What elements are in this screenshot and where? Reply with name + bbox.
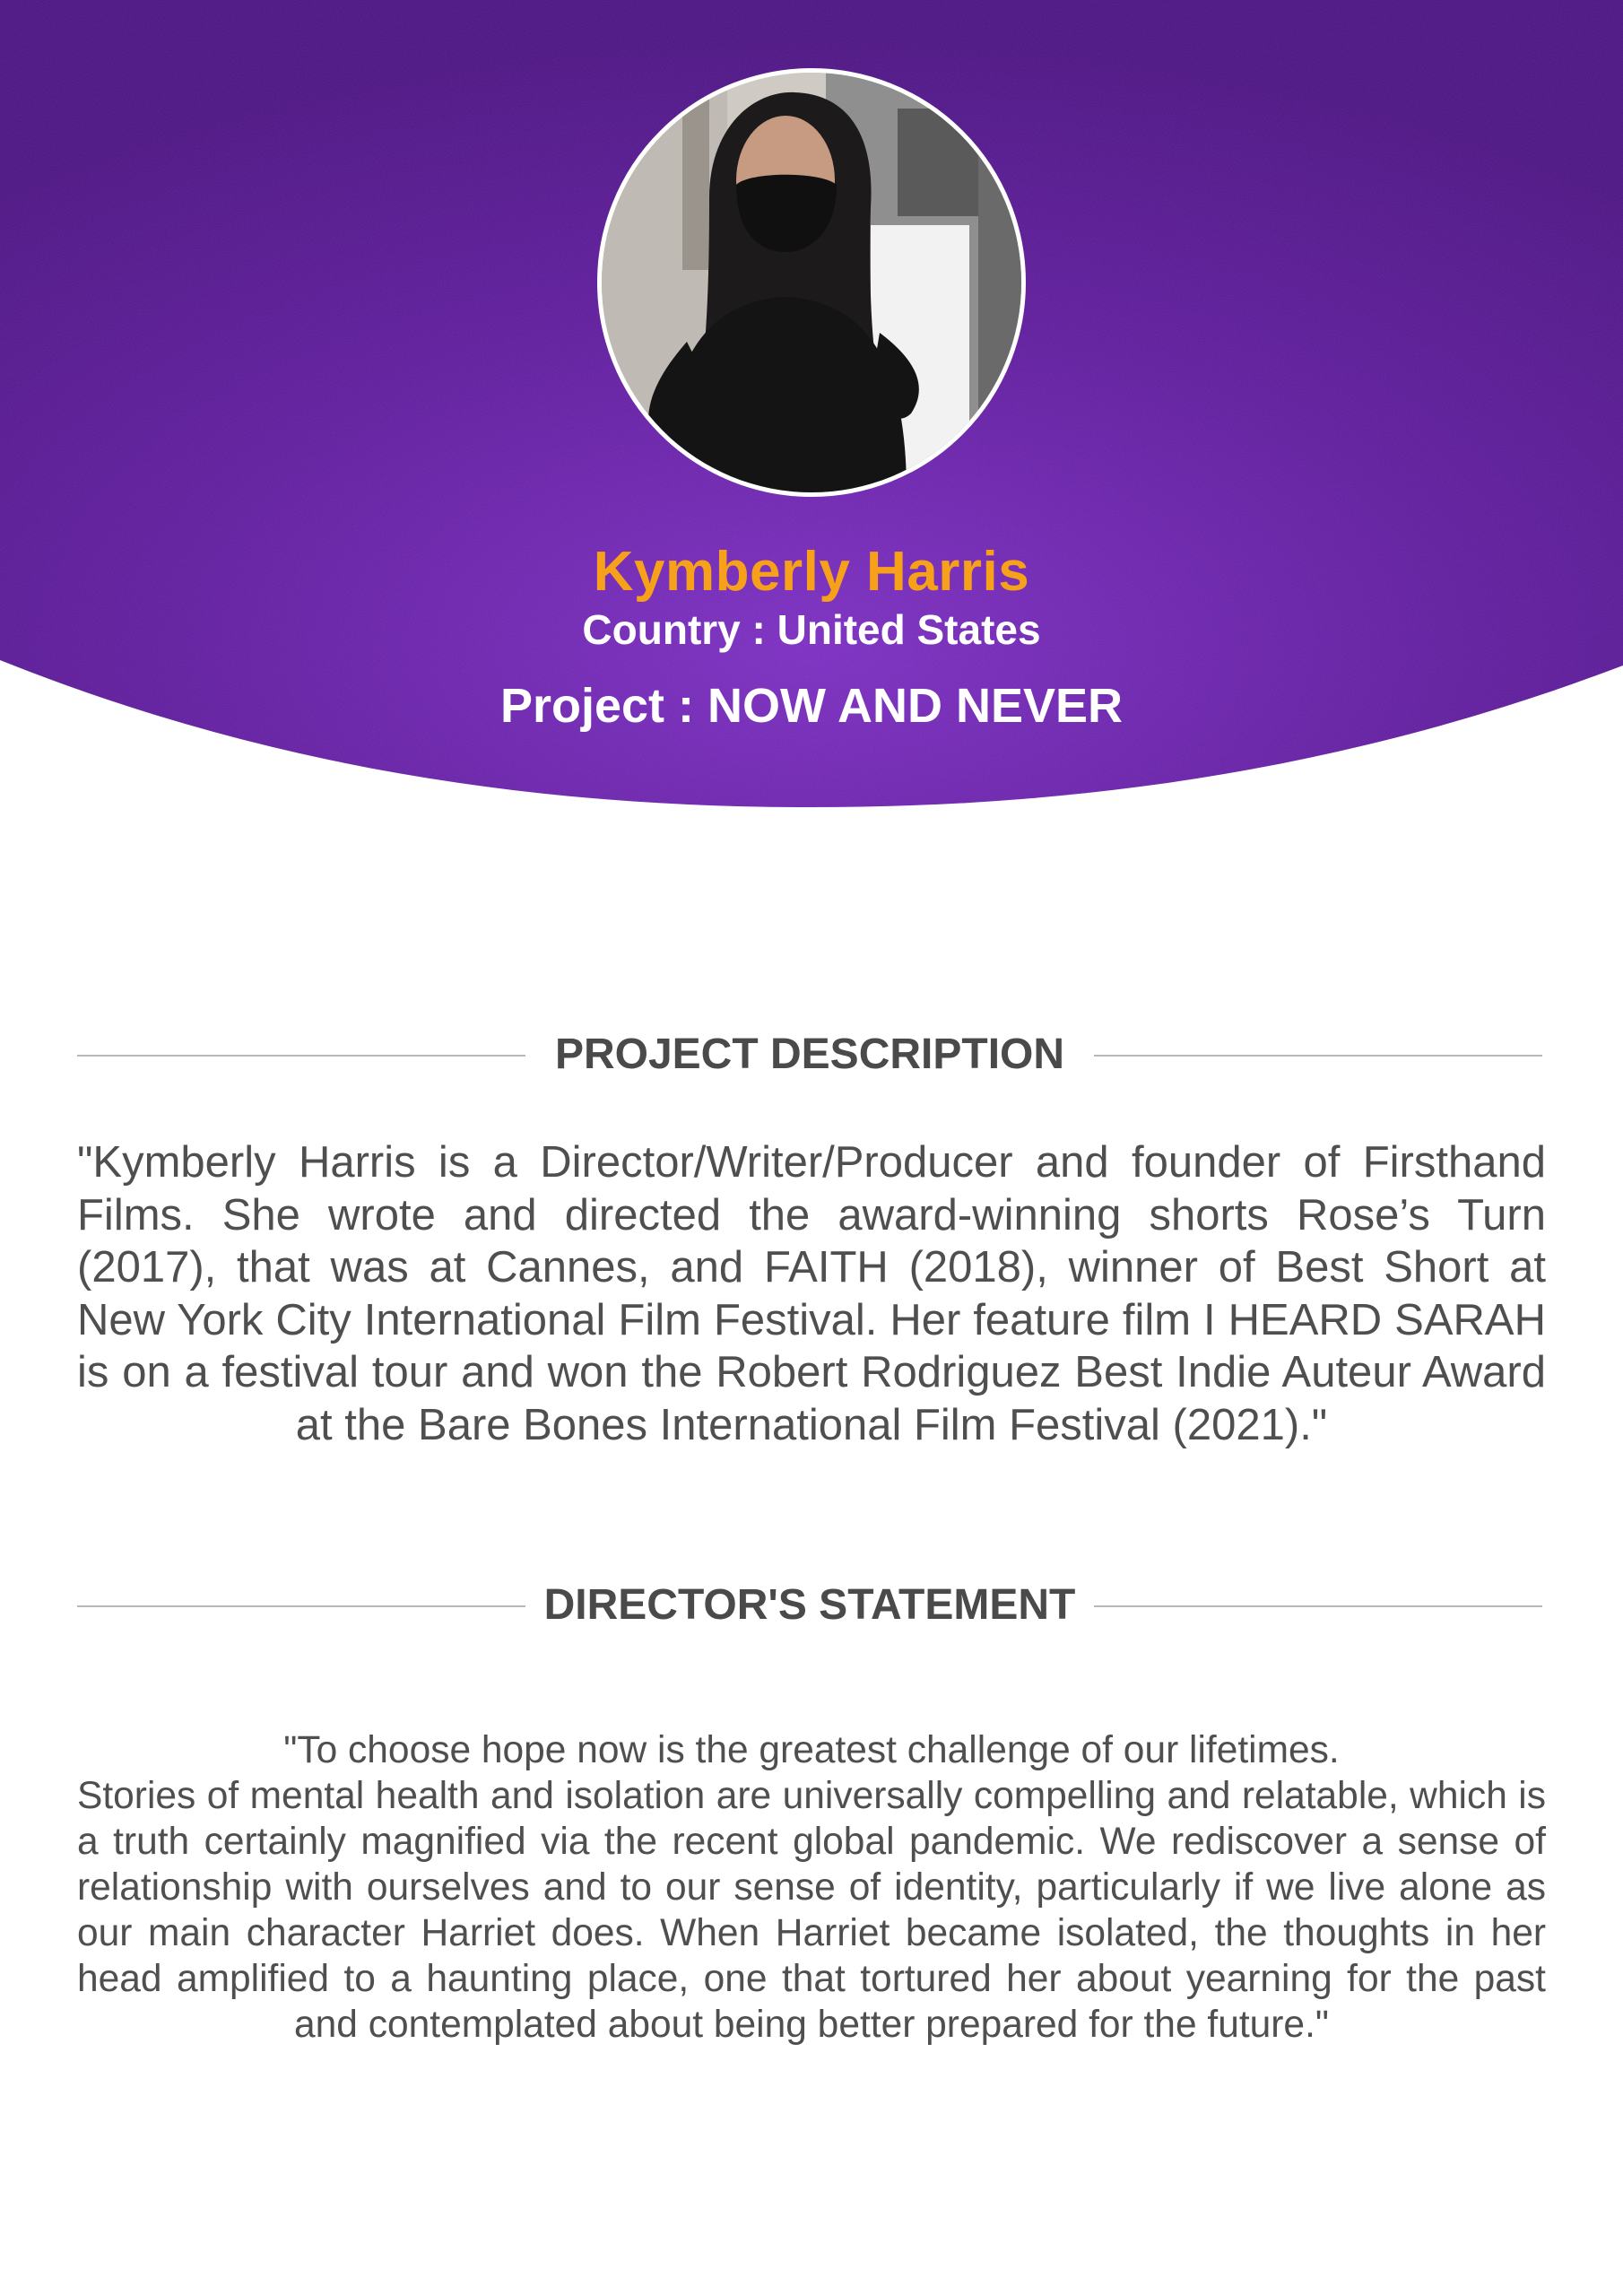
project-description-heading (77, 1023, 1542, 1086)
project-description-text: "Kymberly Harris is a Director/Writer/Producer and founder of Firsthand Films. She wrote and directed the award-winning shorts Rose’s Turn (2017), that was at Cannes, and FAITH (2018), winner of Best Short at New York City International Film Festival. Her feature film I HEARD SARAH is on a festival tour and won the Robert Rodriguez Best Indie Auteur Award at the Bare Bones International Film Festival (2021)." (77, 1138, 1546, 1449)
directors-statement-heading (77, 1574, 1542, 1637)
section-title: PROJECT DESCRIPTION (554, 1031, 1065, 1078)
project-line: Project : NOW AND NEVER (499, 679, 1124, 733)
section-title: DIRECTOR'S STATEMENT (543, 1581, 1076, 1629)
person-name: Kymberly Harris (593, 541, 1030, 603)
portrait-illustration (602, 73, 1021, 492)
profile-photo (597, 68, 1026, 497)
heading-rule-right (1094, 1605, 1542, 1607)
country-line: Country : United States (582, 606, 1041, 653)
statement-lead-line: "To choose hope now is the greatest challenge of our lifetimes. (283, 1729, 1340, 1771)
heading-rule-right (1094, 1055, 1542, 1057)
statement-body: Stories of mental health and isolation are universally compelling and relatable, which is a truth certainly magnified via the recent global pandemic. We rediscover a sense of relationship with ourselves and to our sense of identity, particularly if we live alone as our main character Harriet does. When Harriet became isolated, the thoughts in her head amplified to a haunting place, one that tortured her about yearning for the past and contemplated about being better prepared for the future." (77, 1775, 1546, 2046)
directors-statement-text (77, 1727, 1546, 2048)
